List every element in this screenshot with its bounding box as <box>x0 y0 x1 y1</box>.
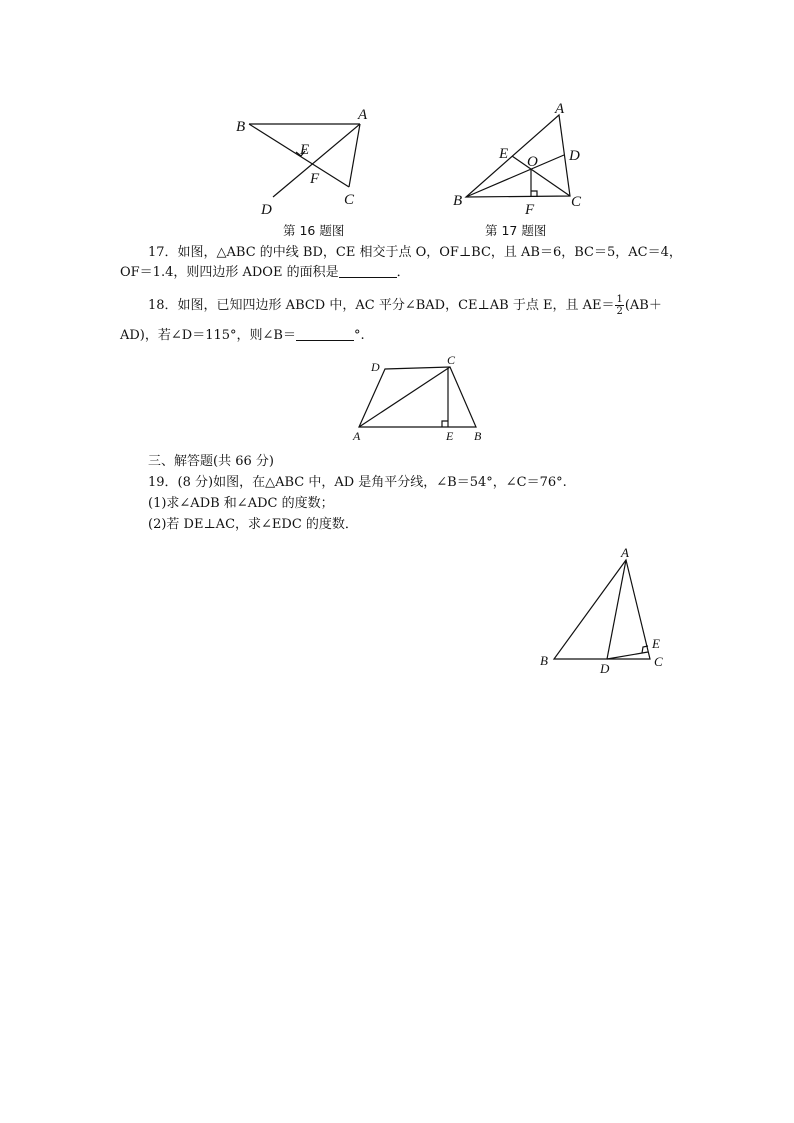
label-b: B <box>474 429 482 443</box>
triangle-abc <box>554 560 650 659</box>
q18-line2-text: AD)，若∠D＝115°，则∠B＝ <box>120 328 296 343</box>
segment-bc <box>249 124 349 187</box>
q18-line1 <box>148 294 662 317</box>
median-ce <box>512 156 570 196</box>
section-3-heading: 三、解答题(共 66 分) <box>148 454 274 469</box>
right-angle-mark-e <box>442 421 448 427</box>
label-e: E <box>499 146 509 162</box>
label-f: F <box>310 171 320 187</box>
label-b: B <box>453 193 463 209</box>
q19-part2: (2)若 DE⊥AC，求∠EDC 的度数． <box>148 517 358 532</box>
label-c: C <box>654 654 663 669</box>
q18-line1-text: 18．如图，已知四边形 ABCD 中，AC 平分∠BAD，CE⊥AB 于点 E，且 AE＝ <box>148 298 615 313</box>
quadrilateral-abcd <box>359 367 476 427</box>
q18-line1-end: (AB＋ <box>624 298 662 313</box>
label-d: D <box>569 148 580 164</box>
label-e: E <box>300 142 310 158</box>
q17-line2-text: OF＝1.4，则四边形 ADOE 的面积是 <box>120 265 339 280</box>
figure-18 <box>348 350 493 445</box>
label-c: C <box>344 192 355 208</box>
q18-line2 <box>120 326 365 346</box>
figure-16-caption: 第 16 题图 <box>283 223 345 238</box>
median-bd <box>466 155 564 197</box>
fraction-denominator: 2 <box>616 306 623 317</box>
label-a: A <box>621 545 629 560</box>
bisector-ad <box>607 560 626 659</box>
q17-line2-end: ． <box>396 265 410 280</box>
label-a: A <box>555 101 565 117</box>
q18-answer-blank[interactable] <box>296 327 354 341</box>
label-b: B <box>236 119 246 135</box>
segment-de <box>607 652 648 659</box>
q17-answer-blank[interactable] <box>339 264 397 278</box>
label-c: C <box>447 353 456 367</box>
label-o: O <box>527 154 538 170</box>
label-a: A <box>353 429 361 443</box>
fraction-one-half <box>615 294 623 317</box>
figure-17 <box>448 92 598 222</box>
label-f: F <box>525 202 535 218</box>
figure-17-caption: 第 17 题图 <box>485 223 547 238</box>
label-c: C <box>571 194 582 210</box>
segment-ac <box>349 124 360 187</box>
q19-line1: 19．(8 分)如图，在△ABC 中，AD 是角平分线，∠B＝54°，∠C＝76°. <box>148 475 567 490</box>
label-a: A <box>358 107 368 123</box>
q17-line1: 17．如图，△ABC 的中线 BD，CE 相交于点 O，OF⊥BC，且 AB＝6，BC＝5，AC＝4， <box>148 245 682 260</box>
figure-16 <box>225 95 385 225</box>
label-b: B <box>540 653 548 668</box>
figure-19 <box>535 540 670 680</box>
label-d: D <box>261 202 272 218</box>
q17-line2 <box>120 263 410 283</box>
label-d: D <box>600 661 610 676</box>
q18-line2-end: °. <box>353 328 365 343</box>
q19-part1: (1)求∠ADB 和∠ADC 的度数； <box>148 496 334 511</box>
label-d: D <box>371 360 380 374</box>
label-e: E <box>446 429 454 443</box>
fraction-numerator: 1 <box>616 294 623 305</box>
label-e: E <box>652 636 660 651</box>
